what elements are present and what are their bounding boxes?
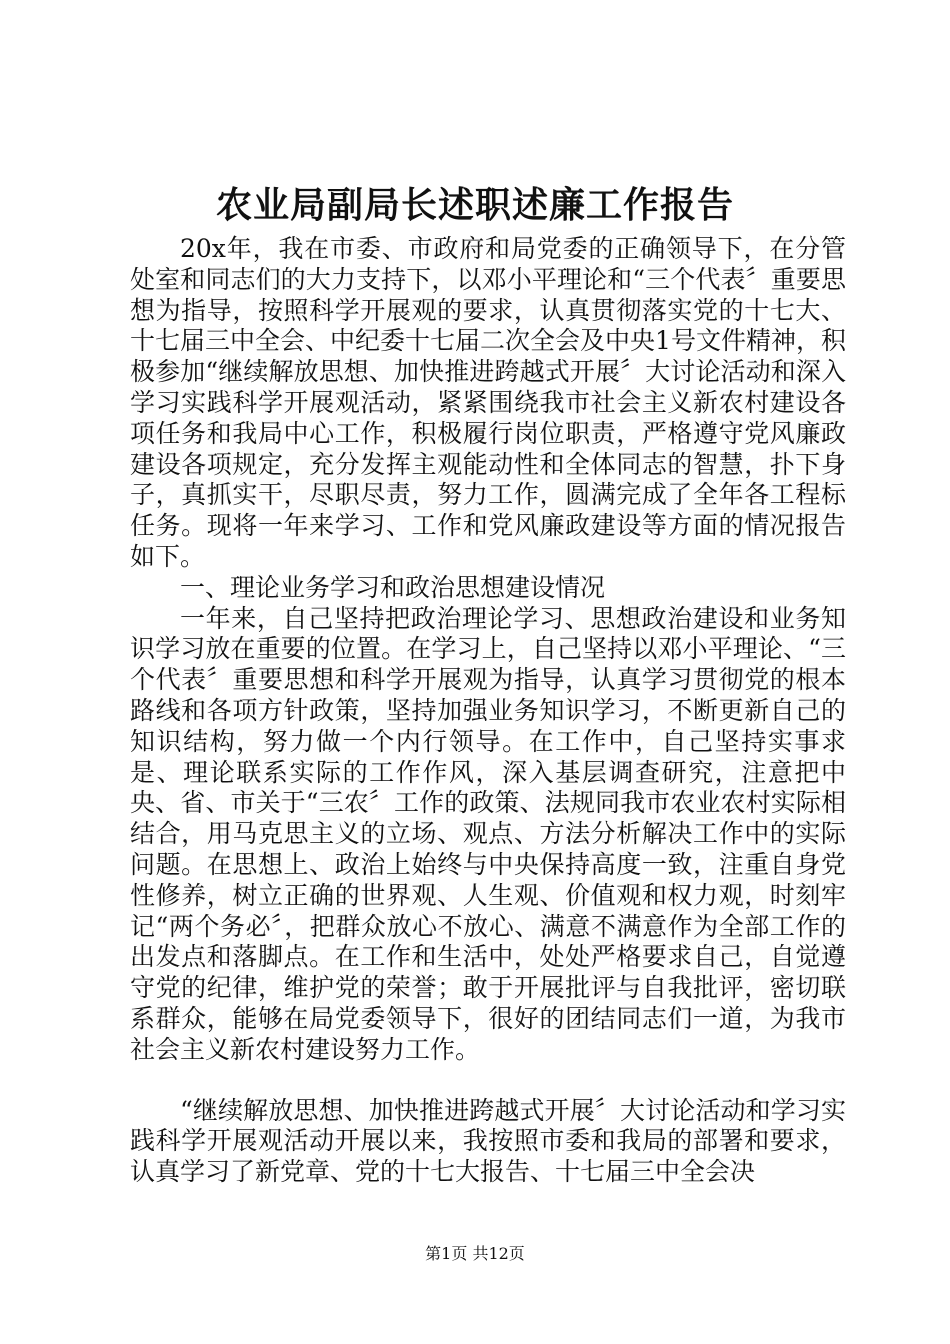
- section-heading-theory-study: 一、理论业务学习和政治思想建设情况: [180, 572, 606, 602]
- document-title: 农业局副局长述职述廉工作报告: [215, 184, 734, 226]
- paragraph-theory-study: 一年来，自己坚持把政治理论学习、思想政治建设和业务知识学习放在重要的位置。在学习上，自己坚持以邓小平理论、“三个代表〞重要思想和科学开展观为指导，认真学习贯彻党的根本路线和各项方针政策，坚持加强业务知识学习，不断更新自己的知识结构，努力做一个内行领导。在工作中，自己坚持实事求是、理论联系实际的工作作风，深入基层调查研究，注意把中央、省、市关于“三农〞工作的政策、法规同我市农业农村实际相结合，用马克思主义的立场、观点、方法分析解决工作中的实际问题。在思想上、政治上始终与中央保持高度一致，注重自身党性修养，树立正确的世界观、人生观、价值观和权力观，时刻牢记“两个务必〞，把群众放心不放心、满意不满意作为全部工作的出发点和落脚点。在工作和生活中，处处严格要求自己，自觉遵守党的纪律，维护党的荣誉；敢于开展批评与自我批评，密切联系群众，能够在局党委领导下，很好的团结同志们一道，为我市社会主义新农村建设努力工作。: [130, 603, 846, 1064]
- paragraph-discussion-activity: “继续解放思想、加快推进跨越式开展〞大讨论活动和学习实践科学开展观活动开展以来，我按照市委和我局的部署和要求，认真学习了新党章、党的十七大报告、十七届三中全会决: [130, 1095, 846, 1187]
- document-body: [130, 234, 846, 1188]
- paragraph-intro: 20x年，我在市委、市政府和局党委的正确领导下，在分管处室和同志们的大力支持下，以邓小平理论和“三个代表〞重要思想为指导，按照科学开展观的要求，认真贯彻落实党的十七大、十七届三中全会、中纪委十七届二次全会及中央1号文件精神，积极参加“继续解放思想、加快推进跨越式开展〞大讨论活动和深入学习实践科学开展观活动，紧紧围绕我市社会主义新农村建设各项任务和我局中心工作，积极履行岗位职责，严格遵守党风廉政建设各项规定，充分发挥主观能动性和全体同志的智慧，扑下身子，真抓实干，尽职尽责，努力工作，圆满完成了全年各工程标任务。现将一年来学习、工作和党风廉政建设等方面的情况报告如下。: [130, 234, 846, 571]
- page-number-footer: 第1页 共12页: [425, 1244, 525, 1263]
